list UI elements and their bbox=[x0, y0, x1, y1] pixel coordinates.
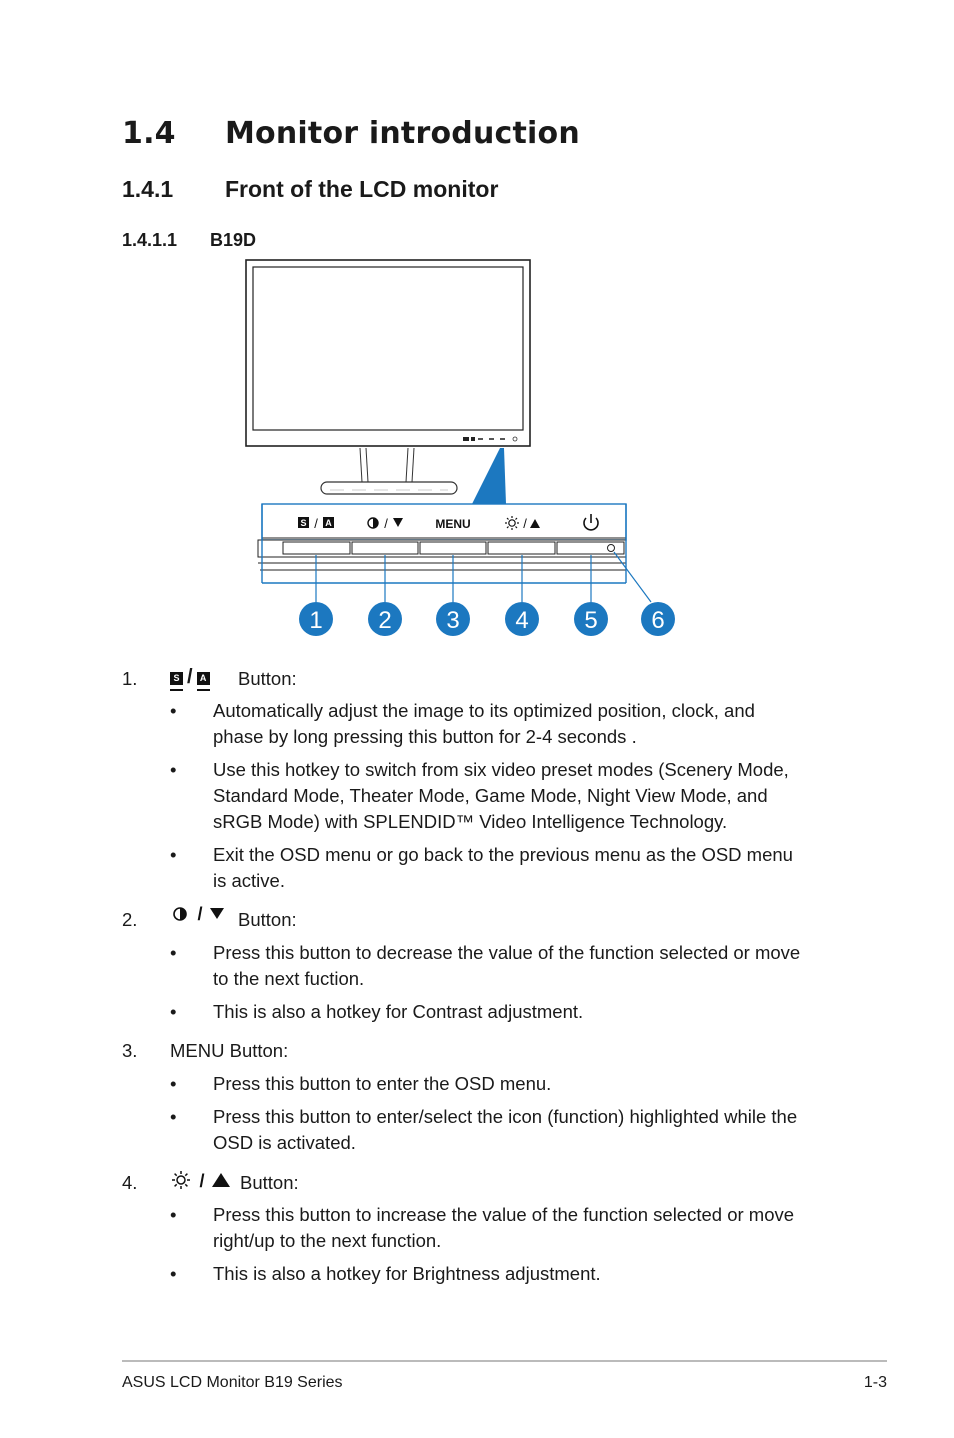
contrast-down-glyphs bbox=[172, 905, 234, 923]
bullet-line: Press this button to increase the value of the function selected or move bbox=[213, 1204, 795, 1225]
bullet-line: phase by long pressing this button for 2-4 seconds . bbox=[213, 726, 637, 747]
svg-text:1: 1 bbox=[309, 607, 323, 634]
item-number: 3. bbox=[122, 1040, 138, 1061]
bullet-marker: • bbox=[170, 700, 177, 721]
brightness-icon bbox=[172, 1171, 190, 1189]
bullet-marker: • bbox=[170, 942, 177, 963]
bullet-line: is active. bbox=[213, 870, 285, 891]
callout-2 bbox=[368, 602, 402, 636]
svg-text:/: / bbox=[314, 516, 318, 531]
svg-text:6: 6 bbox=[651, 607, 665, 634]
bullet-line: to the next fuction. bbox=[213, 968, 365, 989]
bullet-line: Use this hotkey to switch from six video preset modes (Scenery Mode, bbox=[213, 759, 789, 780]
panel-menu-label: MENU bbox=[435, 517, 471, 531]
bullet-line: Standard Mode, Theater Mode, Game Mode, Night View Mode, and bbox=[213, 785, 768, 806]
svg-text:/: / bbox=[197, 905, 203, 923]
bullet-marker: • bbox=[170, 1106, 177, 1127]
down-arrow-icon bbox=[210, 908, 224, 919]
bullet-text bbox=[213, 1071, 838, 1097]
item-number: 4. bbox=[122, 1172, 138, 1193]
bullet-text bbox=[213, 757, 838, 835]
subsubsection-title: B19D bbox=[210, 230, 257, 250]
subsection-number: 1.4.1 bbox=[122, 176, 174, 202]
bullet-marker: • bbox=[170, 1073, 177, 1094]
bullet-marker: • bbox=[170, 759, 177, 780]
bullet-line: right/up to the next function. bbox=[213, 1230, 442, 1251]
bullet-line: Press this button to enter the OSD menu. bbox=[213, 1073, 552, 1094]
slash-separator: / bbox=[187, 665, 193, 688]
bullet-text bbox=[213, 1202, 838, 1254]
svg-text:S: S bbox=[300, 518, 307, 528]
item-2-button-icons bbox=[172, 905, 234, 928]
bullet-line: Automatically adjust the image to its optimized position, clock, and bbox=[213, 700, 755, 721]
page-number: 1-3 bbox=[863, 1374, 887, 1391]
callout-4 bbox=[505, 602, 539, 636]
item-label: MENU Button: bbox=[170, 1040, 289, 1061]
up-arrow-icon bbox=[212, 1173, 230, 1187]
item-1-button-icons bbox=[170, 662, 210, 691]
bullet-text bbox=[213, 940, 838, 992]
bullet-line: Press this button to decrease the value of the function selected or move bbox=[213, 942, 801, 963]
svg-text:4: 4 bbox=[515, 607, 529, 634]
item-label: Button: bbox=[240, 1172, 299, 1193]
bullet-text bbox=[213, 1261, 838, 1287]
bullet-marker: • bbox=[170, 844, 177, 865]
bullet-line: This is also a hotkey for Brightness adjustment. bbox=[213, 1263, 601, 1284]
callout-6 bbox=[641, 602, 675, 636]
monitor-illustration bbox=[246, 260, 530, 494]
callout-1 bbox=[299, 602, 333, 636]
bullet-line: sRGB Mode) with SPLENDID™ Video Intelligence Technology. bbox=[213, 811, 728, 832]
svg-text:5: 5 bbox=[584, 607, 598, 634]
bullet-line: OSD is activated. bbox=[213, 1132, 356, 1153]
item-label: Button: bbox=[238, 668, 297, 689]
svg-text:/: / bbox=[384, 516, 388, 531]
item-number: 1. bbox=[122, 668, 138, 689]
subsection-title: Front of the LCD monitor bbox=[225, 176, 499, 202]
section-title: Monitor introduction bbox=[225, 116, 580, 151]
bullet-text bbox=[213, 842, 838, 894]
callout-leaders bbox=[316, 552, 651, 602]
bullet-text bbox=[213, 1104, 838, 1156]
bullet-line: This is also a hotkey for Contrast adjustment. bbox=[213, 1001, 584, 1022]
bullet-marker: • bbox=[170, 1204, 177, 1225]
footer-divider bbox=[122, 1360, 887, 1362]
contrast-icon bbox=[174, 908, 186, 920]
bullet-text bbox=[213, 999, 838, 1025]
footer-title: ASUS LCD Monitor B19 Series bbox=[122, 1374, 343, 1391]
brightness-up-glyphs bbox=[171, 1170, 235, 1190]
button-panel-enlarged bbox=[258, 504, 626, 583]
svg-text:A: A bbox=[325, 518, 332, 528]
svg-text:/: / bbox=[199, 1171, 205, 1190]
callout-3 bbox=[436, 602, 470, 636]
callout-5 bbox=[574, 602, 608, 636]
subsubsection-number: 1.4.1.1 bbox=[122, 230, 178, 250]
zoom-highlight bbox=[472, 448, 506, 504]
svg-text:3: 3 bbox=[446, 607, 460, 634]
splendid-icon: S bbox=[170, 662, 183, 691]
bullet-marker: • bbox=[170, 1263, 177, 1284]
monitor-front-figure bbox=[0, 250, 954, 650]
bullet-marker: • bbox=[170, 1001, 177, 1022]
auto-adjust-icon: A bbox=[197, 662, 210, 691]
item-number: 2. bbox=[122, 909, 138, 930]
svg-text:/: / bbox=[523, 516, 527, 531]
item-4-button-icons bbox=[171, 1170, 235, 1195]
item-label: Button: bbox=[238, 909, 297, 930]
section-number: 1.4 bbox=[122, 116, 176, 151]
bullet-text bbox=[213, 698, 838, 750]
svg-text:2: 2 bbox=[378, 607, 392, 634]
bullet-line: Press this button to enter/select the icon (function) highlighted while the bbox=[213, 1106, 798, 1127]
bullet-line: Exit the OSD menu or go back to the previous menu as the OSD menu bbox=[213, 844, 793, 865]
